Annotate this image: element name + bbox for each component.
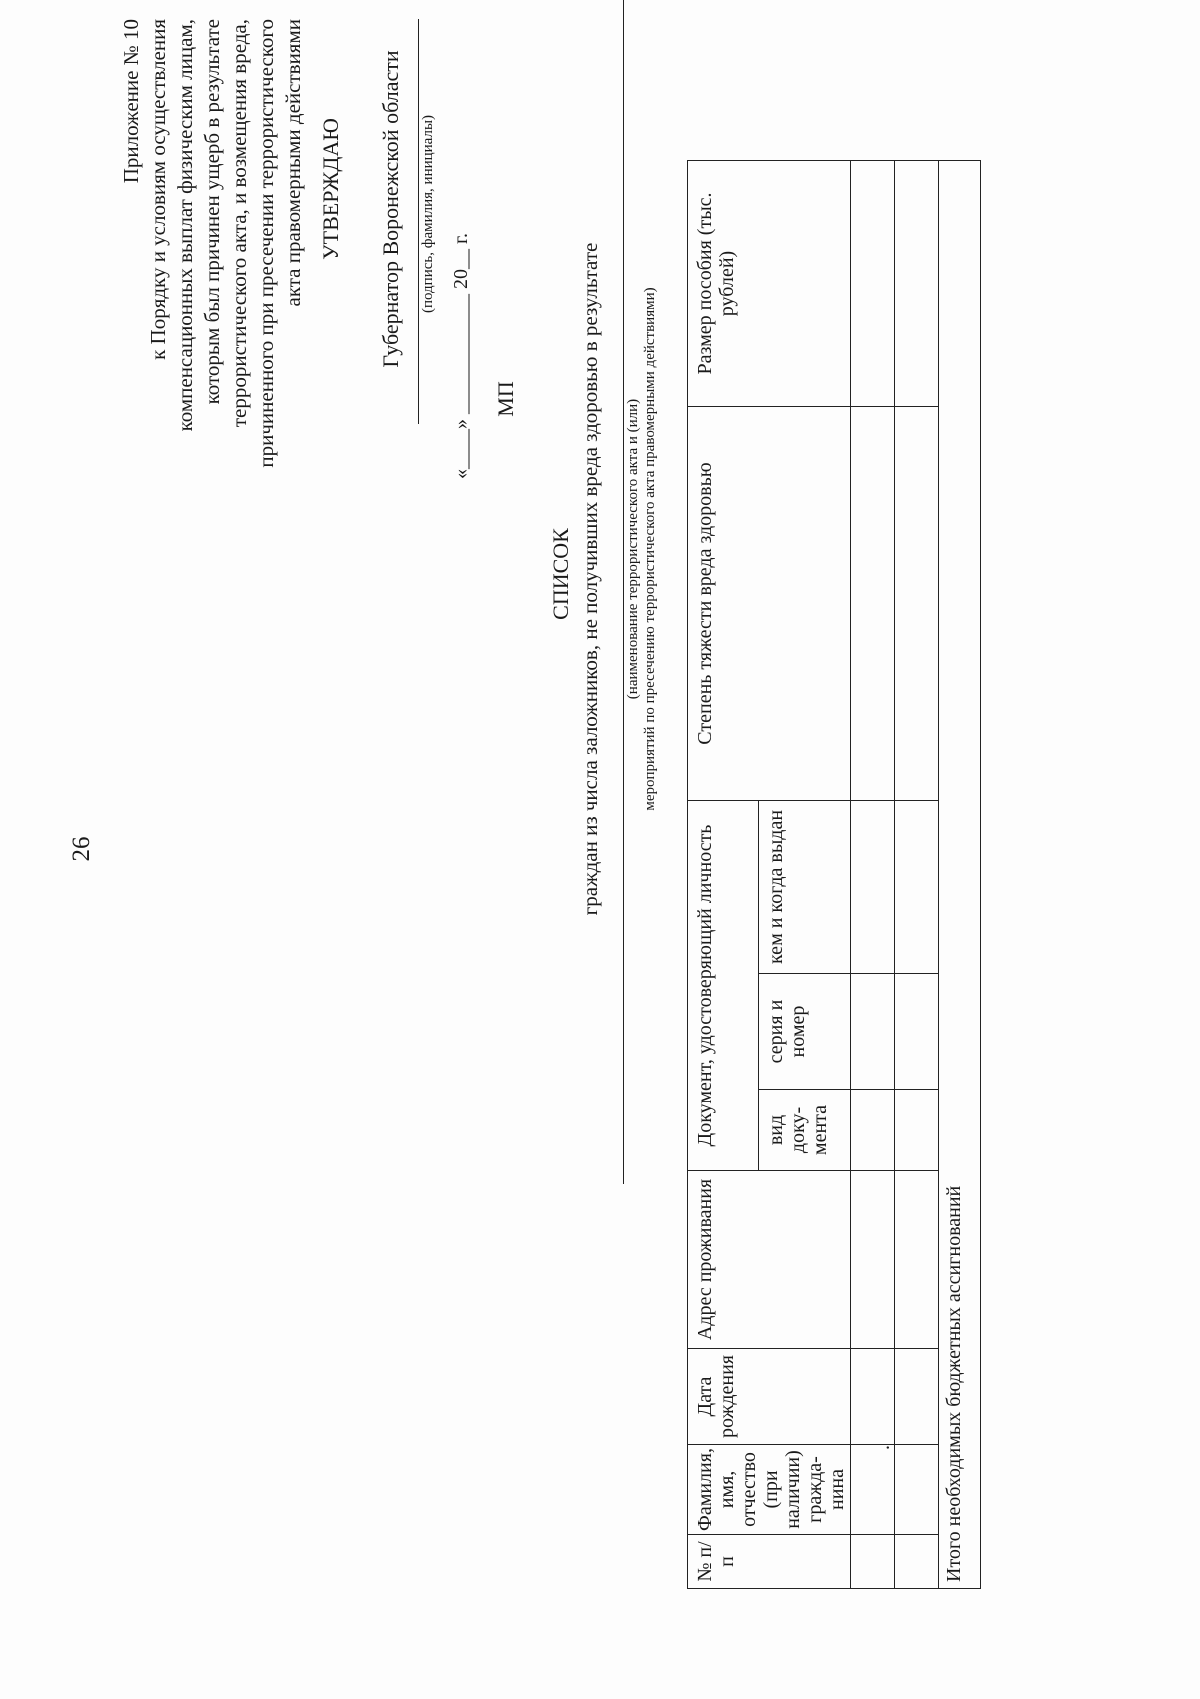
table-row (895, 161, 939, 1589)
appendix-line: Приложение № 10 (119, 19, 143, 184)
table-cell (895, 1445, 939, 1535)
header-doc-series-number: серия и номер (759, 974, 851, 1090)
seal-placeholder: МП (493, 381, 518, 417)
table-cell (851, 1090, 895, 1171)
table-cell (895, 974, 939, 1090)
header-injury-severity: Степень тяжести вреда здоровью (688, 407, 851, 801)
approval-date-field: «____» ____________ 20__ г. (450, 233, 472, 479)
signature-hint: (подпись, фамилия, инициалы) (420, 114, 436, 314)
table-row (851, 161, 895, 1589)
appendix-line: компенсационных выплат физическим лицам, (173, 19, 197, 432)
table-cell (851, 1171, 895, 1349)
appendix-line: причиненного при пресечении террористического (254, 19, 278, 468)
event-hint-line: мероприятий по пресечению террористического акта правомерными действиями) (642, 287, 658, 811)
appendix-note (118, 19, 307, 619)
header-birth-date: Дата рождения (688, 1349, 851, 1445)
table-total-row (939, 161, 981, 1589)
list-subtitle: граждан из числа заложников, не получивших вреда здоровью в результате (578, 242, 602, 916)
appendix-line: к Порядку и условиям осуществления (146, 19, 170, 360)
header-address: Адрес проживания (688, 1171, 851, 1349)
header-doc-type: вид доку- мента (759, 1090, 851, 1171)
appendix-line: террористического акта, и возмещения вреда, (227, 19, 251, 428)
table-cell (895, 161, 939, 407)
page-number: 26 (68, 836, 95, 862)
table-header-row (688, 161, 759, 1589)
table-cell: . (851, 1445, 895, 1535)
table-cell (895, 407, 939, 801)
table-cell (851, 1535, 895, 1589)
table-cell (895, 1535, 939, 1589)
appendix-line: акта правомерными действиями (281, 19, 305, 307)
table-cell (895, 1349, 939, 1445)
hostages-table (687, 160, 981, 1589)
appendix-line: которым был причинен ущерб в результате (200, 19, 224, 405)
table-cell (895, 1090, 939, 1171)
table-cell (851, 801, 895, 974)
list-title: СПИСОК (548, 528, 573, 620)
header-benefit-amount: Размер пособия (тыс. рублей) (688, 161, 851, 407)
total-label: Итого необходимых бюджетных ассигнований (939, 161, 981, 1589)
approval-heading: УТВЕРЖДАЮ (318, 118, 343, 260)
header-identity-document: Документ, удостоверяющий личность (688, 801, 759, 1171)
header-doc-issued-by: кем и когда выдан (759, 801, 851, 974)
approver-position: Губернатор Воронежской области (378, 50, 403, 368)
header-full-name: Фамилия, имя, отчество (при наличии) гражда- нина (688, 1445, 851, 1535)
table-cell (851, 407, 895, 801)
table-cell (895, 801, 939, 974)
table-cell (851, 161, 895, 407)
event-name-hint (625, 0, 659, 1199)
table-cell (851, 1349, 895, 1445)
event-hint-line: (наименование террористического акта и (или) (625, 398, 641, 700)
table-cell (851, 974, 895, 1090)
signature-line (418, 19, 419, 424)
header-number: № п/п (688, 1535, 851, 1589)
table-cell (895, 1171, 939, 1349)
event-name-line (623, 0, 624, 1184)
